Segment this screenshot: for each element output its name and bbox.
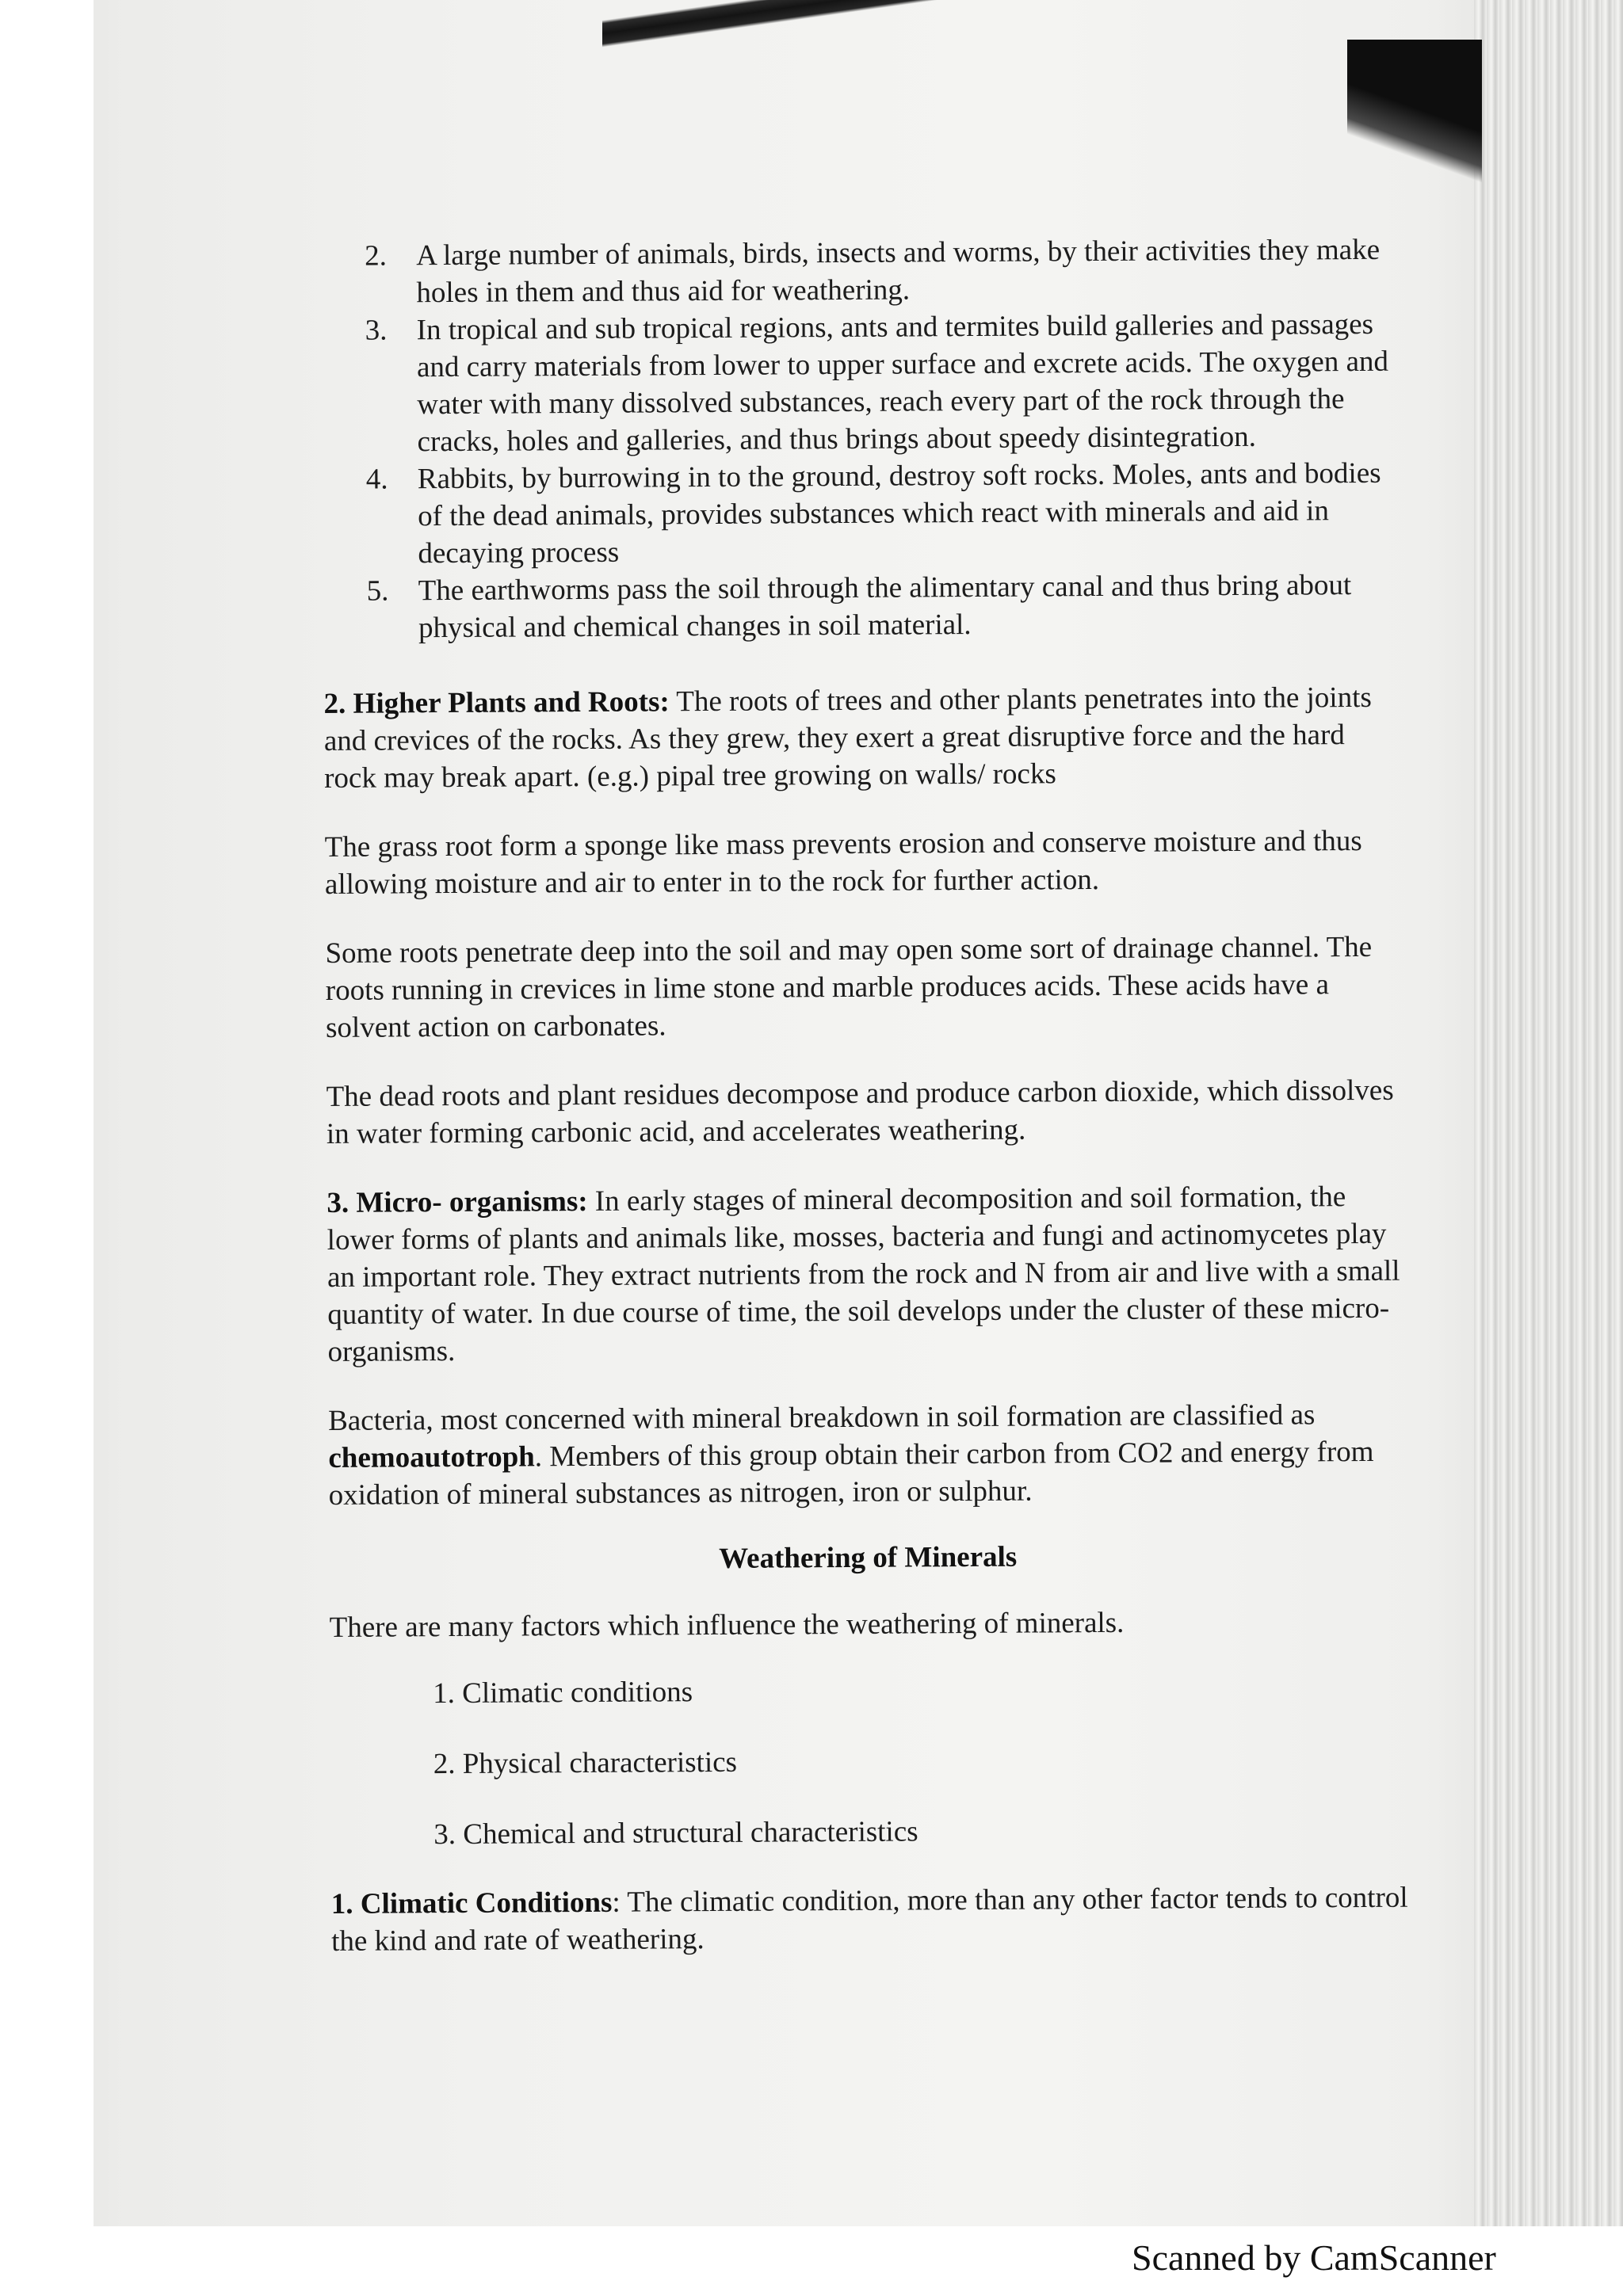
- camscanner-watermark: Scanned by CamScanner: [1132, 2237, 1496, 2278]
- list-item: 5. The earthworms pass the soil through the alimentary canal and thus bring about physical and chemical changes in soil material.: [366, 569, 1352, 645]
- micro-organisms-paragraph: 3. Micro- organisms: In early stages of mineral decomposition and soil formation, the lower forms of plants and animals like, mosses, bacteria and fungi and actinomycetes play an important role. They extract nutrients from the rock and N from air and live with a small quantity of water. In due course of time, the soil develops under the cluster of these micro-organisms.: [327, 1180, 1400, 1368]
- section-heading-higher-plants: 2. Higher Plants and Roots:: [323, 685, 670, 720]
- factor-item: 1. Climatic conditions: [433, 1676, 693, 1711]
- list-item: 4. Rabbits, by burrowing in to the ground, destroy soft rocks. Moles, ants and bodies of the dead animals, provides substances which react with minerals and aid in decaying process: [365, 456, 1381, 570]
- list-item: 3. In tropical and sub tropical regions, ants and termites build galleries and passages and carry materials from lower to upper surface and excrete acids. The oxygen and water with many dissolved substances, reach every part of the rock through the cracks, holes and galleries, and thus brings about speedy disintegration.: [365, 307, 1389, 459]
- body-paragraph: The dead roots and plant residues decompose and produce carbon dioxide, which dissolves in water forming carbonic acid, and accelerates weathering.: [326, 1074, 1394, 1150]
- list-item-text: Rabbits, by burrowing in to the ground, destroy soft rocks. Moles, ants and bodies of the dead animals, provides substances which react with minerals and aid in decaying process: [417, 456, 1381, 570]
- weathering-heading: Weathering of Minerals: [719, 1540, 1018, 1575]
- paper-stack-edges: [1474, 0, 1623, 2226]
- list-item-text: The earthworms pass the soil through the alimentary canal and thus bring about physical and chemical changes in soil material.: [418, 569, 1352, 645]
- document-body: [321, 231, 1409, 1960]
- factor-item: 3. Chemical and structural characteristics: [433, 1815, 918, 1852]
- higher-plants-paragraph: 2. Higher Plants and Roots: The roots of trees and other plants penetrates into the joints and crevices of the rocks. As they grew, they exert a great disruptive force and the hard rock may break apart. (e.g.) pipal tree growing on walls/ rocks: [323, 681, 1372, 795]
- climatic-paragraph: 1. Climatic Conditions: The climatic condition, more than any other factor tends to control the kind and rate of weathering.: [330, 1881, 1408, 1958]
- scan-left-margin: [0, 0, 94, 2226]
- list-item-text: In tropical and sub tropical regions, ants and termites build galleries and passages and carry materials from lower to upper surface and excrete acids. The oxygen and water with many dissolved substances, reach every part of the rock through the cracks, holes and galleries, and thus brings about speedy disintegration.: [416, 307, 1389, 459]
- list-item: 2. A large number of animals, birds, insects and worms, by their activities they make holes in them and thus aid for weathering.: [365, 233, 1381, 310]
- animal-activities-list: [321, 231, 1401, 647]
- list-item-text: A large number of animals, birds, insects and worms, by their activities they make holes in them and thus aid for weathering.: [416, 233, 1381, 310]
- factors-intro: There are many factors which influence the weathering of minerals.: [329, 1606, 1125, 1644]
- body-paragraph: The grass root form a sponge like mass prevents erosion and conserve moisture and thus allowing moisture and air to enter in to the rock for further action.: [324, 824, 1362, 901]
- body-paragraph: Some roots penetrate deep into the soil and may open some sort of drainage channel. The roots running in crevices in lime stone and marble produces acids. These acids have a solvent action on carbonates.: [325, 930, 1373, 1044]
- section-heading-climatic: 1. Climatic Conditions: [330, 1886, 613, 1920]
- bacteria-paragraph: Bacteria, most concerned with mineral breakdown in soil formation are classified as chemoautotroph. Members of this group obtain their carbon from CO2 and energy from oxidation of mineral substances as nitrogen, iron or sulphur.: [327, 1398, 1374, 1512]
- section-heading-micro-organisms: 3. Micro- organisms:: [327, 1184, 588, 1219]
- factor-item: 2. Physical characteristics: [433, 1745, 738, 1781]
- term-chemoautotroph: chemoautotroph: [328, 1440, 535, 1474]
- folded-corner-shadow: [1347, 40, 1482, 222]
